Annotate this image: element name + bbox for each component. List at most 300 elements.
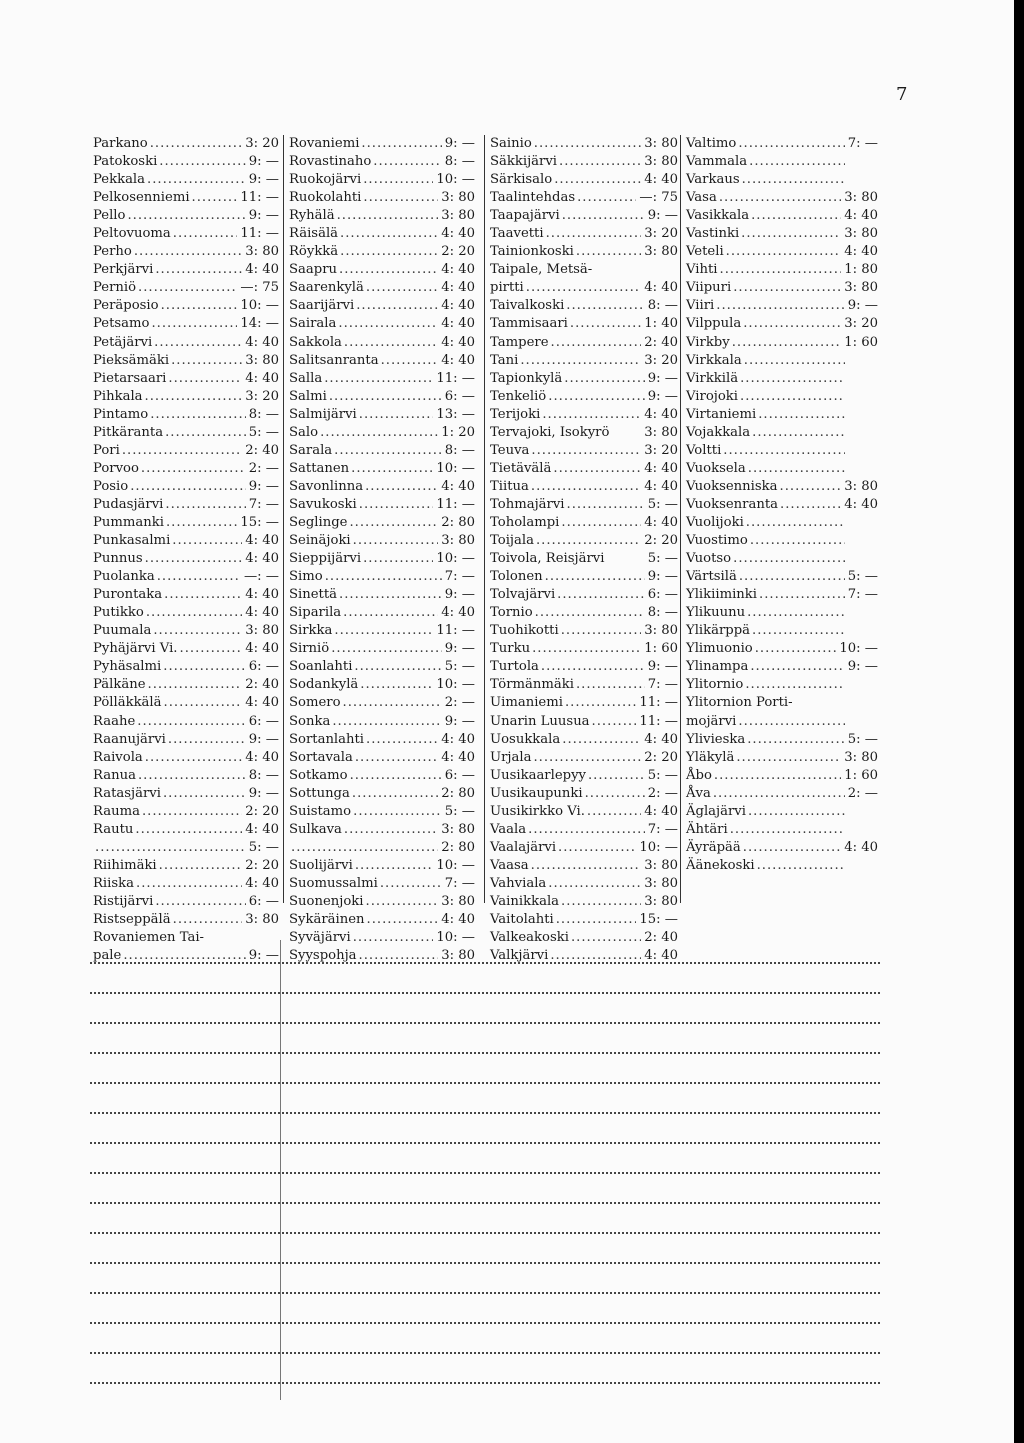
- place-value: 3: 80: [644, 875, 678, 891]
- leader-dots: [561, 514, 641, 532]
- place-value: 3: 80: [245, 244, 279, 260]
- place-entry: [686, 189, 878, 207]
- place-value: 9: —: [647, 208, 678, 224]
- place-entry: [289, 694, 475, 712]
- leader-dots: [587, 803, 641, 821]
- leader-dots: [166, 514, 237, 532]
- place-value: 3: 80: [844, 478, 878, 494]
- place-value: 11: —: [639, 713, 678, 729]
- leader-dots: [355, 857, 434, 875]
- place-value: 2: 80: [441, 839, 475, 855]
- place-entry: [686, 261, 878, 279]
- leader-dots: [577, 189, 636, 207]
- place-value: 8: —: [647, 605, 678, 621]
- blank-line: [90, 1030, 880, 1060]
- place-entry: [93, 279, 279, 297]
- place-name: Posio: [93, 478, 129, 494]
- leader-dots: [576, 243, 641, 261]
- leader-dots: [534, 135, 641, 153]
- place-name: Vuoksenniska: [686, 478, 778, 494]
- leader-dots: [343, 604, 438, 622]
- leader-dots: [340, 225, 438, 243]
- place-value: 4: 40: [844, 208, 878, 224]
- place-value: 4: 40: [644, 731, 678, 747]
- place-entry: [686, 297, 878, 315]
- leader-dots: [742, 171, 845, 189]
- leader-dots: [528, 821, 645, 839]
- leader-dots: [536, 532, 641, 550]
- leader-dots: [134, 243, 242, 261]
- place-name: Särkisalo: [490, 172, 553, 188]
- leader-dots: [363, 171, 433, 189]
- place-value: 10: —: [436, 677, 475, 693]
- place-name: Savukoski: [289, 496, 357, 512]
- place-name: Vaala: [490, 821, 527, 837]
- place-entry: [490, 442, 678, 460]
- place-name: Virkkilä: [686, 370, 739, 386]
- place-value: 3: 80: [644, 136, 678, 151]
- place-value: 4: 40: [441, 478, 475, 494]
- place-name: Pintamo: [93, 406, 149, 422]
- place-entry: [93, 731, 279, 749]
- place-value: 9: —: [248, 785, 279, 801]
- place-name: Suonenjoki: [289, 893, 364, 909]
- place-value: 9: —: [444, 713, 475, 729]
- leader-dots: [356, 297, 438, 315]
- place-value: 4: 40: [441, 316, 475, 332]
- place-entry: [686, 334, 878, 352]
- place-value: 9: —: [248, 154, 279, 170]
- place-entry: [93, 352, 279, 370]
- place-entry: [93, 604, 279, 622]
- place-name: Ylivieska: [686, 731, 746, 747]
- leader-dots: [141, 460, 246, 478]
- place-value: 7: —: [647, 677, 678, 693]
- leader-dots: [565, 694, 636, 712]
- leader-dots: [350, 767, 442, 785]
- place-name: Sakkola: [289, 334, 342, 350]
- blank-line: [90, 1240, 880, 1270]
- place-value: 9: —: [647, 569, 678, 585]
- place-name: Porvoo: [93, 460, 139, 476]
- leader-dots: [558, 839, 636, 857]
- place-name: Pitkäranta: [93, 424, 164, 440]
- leader-dots: [740, 388, 845, 406]
- place-value: 10: —: [436, 857, 475, 873]
- blank-line: [90, 1120, 880, 1150]
- place-entry: [686, 694, 878, 712]
- place-value: 9: —: [847, 659, 878, 675]
- leader-dots: [130, 478, 246, 496]
- place-name: Patokoski: [93, 154, 158, 170]
- place-entry: [93, 135, 279, 153]
- place-entry: [289, 352, 475, 370]
- column-4: [686, 135, 878, 875]
- place-name: Vaitolahti: [490, 912, 554, 928]
- place-name: Toholampi: [490, 514, 560, 530]
- place-entry: [686, 749, 878, 767]
- place-entry: [686, 370, 878, 388]
- place-entry: [289, 839, 475, 857]
- leader-dots: [151, 315, 237, 333]
- place-value: 1: 40: [644, 316, 678, 332]
- place-value: 9: —: [248, 208, 279, 224]
- place-value: 4: 40: [245, 749, 279, 765]
- place-name: Perho: [93, 244, 132, 260]
- place-entry: [93, 713, 279, 731]
- place-name: Rovastinaho: [289, 154, 372, 170]
- leader-dots: [720, 261, 842, 279]
- leader-dots: [750, 658, 844, 676]
- place-name: Viipuri: [686, 280, 732, 296]
- leader-dots: [749, 153, 845, 171]
- place-value: 3: 80: [644, 623, 678, 639]
- place-entry: [93, 749, 279, 767]
- place-entry: [686, 424, 878, 442]
- place-entry: [490, 767, 678, 785]
- place-value: 7: —: [847, 587, 878, 603]
- place-entry: [686, 821, 878, 839]
- leader-dots: [157, 568, 241, 586]
- leader-dots: [561, 622, 642, 640]
- leader-dots: [142, 803, 242, 821]
- leader-dots: [747, 604, 845, 622]
- leader-dots: [588, 767, 645, 785]
- leader-dots: [320, 424, 438, 442]
- place-name: Rovaniemen Tai-: [93, 930, 204, 946]
- place-name: Pelkosenniemi: [93, 190, 190, 206]
- place-value: 11: —: [436, 496, 475, 512]
- place-value: 4: 40: [441, 226, 475, 242]
- blank-line: [90, 940, 880, 970]
- place-entry: [686, 315, 878, 333]
- place-entry: [93, 676, 279, 694]
- place-value: 6: —: [248, 659, 279, 675]
- place-entry: [289, 767, 475, 785]
- place-value: 8: —: [647, 298, 678, 314]
- place-value: 9: —: [647, 370, 678, 386]
- place-value: 5: —: [647, 496, 678, 512]
- place-entry: [490, 478, 678, 496]
- leader-dots: [748, 803, 845, 821]
- leader-dots: [548, 388, 645, 406]
- place-name: Vuolijoki: [686, 514, 744, 530]
- place-name: Uusikaupunki: [490, 785, 583, 801]
- place-entry: [686, 785, 878, 803]
- leader-dots: [532, 640, 641, 658]
- leader-dots: [137, 713, 246, 731]
- place-value: 4: 40: [844, 839, 878, 855]
- leader-dots: [535, 604, 645, 622]
- place-entry: [93, 767, 279, 785]
- place-name: Saarijärvi: [289, 298, 355, 314]
- place-value: 7: —: [444, 569, 475, 585]
- place-entry: [490, 225, 678, 243]
- place-name: Peräposio: [93, 298, 159, 314]
- place-value: 3: 80: [245, 352, 279, 368]
- place-value: 2: 40: [644, 334, 678, 350]
- place-value: 3: 80: [245, 623, 279, 639]
- leader-dots: [147, 171, 246, 189]
- place-name: Punkasalmi: [93, 533, 171, 549]
- place-entry: [490, 622, 678, 640]
- leader-dots: [758, 406, 845, 424]
- place-entry: [289, 315, 475, 333]
- place-name: Ratasjärvi: [93, 785, 161, 801]
- leader-dots: [349, 514, 438, 532]
- place-entry: [490, 352, 678, 370]
- place-name: Pölläkkälä: [93, 695, 162, 711]
- place-name: Pälkäne: [93, 677, 146, 693]
- place-entry: [289, 514, 475, 532]
- place-name: Ylikärppä: [686, 623, 751, 639]
- column-1: [93, 135, 279, 965]
- place-value: 6: —: [248, 713, 279, 729]
- place-entry: [686, 713, 878, 731]
- place-entry: [93, 297, 279, 315]
- place-value: 6: —: [248, 893, 279, 909]
- leader-dots: [380, 875, 442, 893]
- place-entry: [490, 153, 678, 171]
- place-value: 10: —: [436, 460, 475, 476]
- place-name: Salla: [289, 370, 323, 386]
- place-value: 11: —: [240, 226, 279, 242]
- blank-line: [90, 1300, 880, 1330]
- place-name: Ylikuunu: [686, 605, 746, 621]
- place-entry: [289, 153, 475, 171]
- place-value: 7: —: [847, 136, 878, 151]
- place-name: Purontaka: [93, 587, 163, 603]
- place-value: 2: —: [248, 460, 279, 476]
- leader-dots: [150, 135, 242, 153]
- place-value: 4: 40: [441, 912, 475, 928]
- place-value: 3: 20: [245, 136, 279, 151]
- leader-dots: [365, 478, 438, 496]
- place-name: Salmijärvi: [289, 406, 357, 422]
- place-value: 11: —: [436, 370, 475, 386]
- place-entry: [289, 171, 475, 189]
- leader-dots: [566, 297, 644, 315]
- place-entry: [289, 893, 475, 911]
- place-name: Turku: [490, 641, 531, 657]
- leader-dots: [740, 370, 845, 388]
- place-name: Petsamo: [93, 316, 150, 332]
- leader-dots: [163, 785, 246, 803]
- leader-dots: [748, 460, 845, 478]
- place-value: 2: 40: [644, 930, 678, 946]
- leader-dots: [542, 406, 641, 424]
- place-name: Uusikaarlepyy: [490, 767, 586, 783]
- place-name: Taipale, Metsä-: [490, 262, 593, 278]
- leader-dots: [745, 676, 845, 694]
- place-name: Åva: [686, 785, 711, 801]
- place-name: Virkby: [686, 334, 730, 350]
- place-name: Petäjärvi: [93, 334, 153, 350]
- place-value: 4: 40: [844, 244, 878, 260]
- place-value: 5: —: [847, 569, 878, 585]
- place-name: Tani: [490, 352, 519, 368]
- place-value: 2: 20: [441, 244, 475, 260]
- place-name: Teuva: [490, 442, 530, 458]
- place-value: 4: 40: [844, 496, 878, 512]
- place-value: 6: —: [444, 767, 475, 783]
- place-name: Viiri: [686, 298, 715, 314]
- place-name: Ryhälä: [289, 208, 335, 224]
- place-name: Soanlahti: [289, 659, 353, 675]
- place-name: Vainikkala: [490, 893, 560, 909]
- place-entry: [490, 785, 678, 803]
- place-value: 3: 20: [644, 442, 678, 458]
- place-value: 1: 60: [844, 334, 878, 350]
- place-value: 10: —: [240, 298, 279, 314]
- leader-dots: [561, 893, 641, 911]
- place-value: 7: —: [248, 496, 279, 512]
- leader-dots: [343, 694, 442, 712]
- place-value: 2: 40: [245, 442, 279, 458]
- leader-dots: [353, 803, 442, 821]
- place-name: Urjala: [490, 749, 532, 765]
- place-name: Yläkylä: [686, 749, 735, 765]
- place-name: Sodankylä: [289, 677, 359, 693]
- place-name: Suistamo: [289, 803, 352, 819]
- place-value: 4: 40: [644, 460, 678, 476]
- place-name: Syväjärvi: [289, 930, 351, 946]
- place-value: 7: —: [444, 875, 475, 891]
- place-entry: [93, 550, 279, 568]
- place-name: Syyspohja: [289, 948, 357, 964]
- place-value: 13: —: [436, 406, 475, 422]
- place-name: Taavetti: [490, 226, 544, 242]
- leader-dots: [366, 731, 438, 749]
- place-value: 2: 20: [245, 857, 279, 873]
- place-entry: [490, 334, 678, 352]
- place-entry: [490, 460, 678, 478]
- place-name: Pori: [93, 442, 120, 458]
- place-value: 4: 40: [644, 478, 678, 494]
- place-value: 4: 40: [245, 875, 279, 891]
- leader-dots: [562, 207, 645, 225]
- place-entry: [93, 875, 279, 893]
- place-value: 3: 20: [844, 316, 878, 332]
- place-value: 5: —: [248, 839, 279, 855]
- place-value: 11: —: [436, 623, 475, 639]
- place-value: 3: 20: [245, 388, 279, 404]
- leader-dots: [339, 586, 442, 604]
- place-value: 4: 40: [441, 605, 475, 621]
- place-entry: [490, 189, 678, 207]
- place-value: 10: —: [839, 641, 878, 657]
- place-name: Rovaniemi: [289, 136, 360, 151]
- place-entry: [490, 857, 678, 875]
- place-value: 4: 40: [441, 334, 475, 350]
- place-name: Tiitua: [490, 478, 529, 494]
- column-divider-1: [283, 135, 284, 903]
- place-name: Ranua: [93, 767, 136, 783]
- place-entry: [490, 749, 678, 767]
- place-value: —: 75: [240, 280, 279, 296]
- place-entry: [686, 731, 878, 749]
- leader-dots: [359, 406, 434, 424]
- leader-dots: [744, 352, 845, 370]
- leader-dots: [355, 749, 438, 767]
- place-name: Puolanka: [93, 569, 155, 585]
- leader-dots: [173, 911, 243, 929]
- place-name: Värtsilä: [686, 569, 737, 585]
- place-value: 3: 80: [441, 190, 475, 206]
- place-entry: [289, 496, 475, 514]
- place-name: Vaasa: [490, 857, 529, 873]
- leader-dots: [353, 532, 439, 550]
- place-name: Veteli: [686, 244, 724, 260]
- place-name: Tervajoki, Isokyrö: [490, 424, 610, 440]
- leader-dots: [339, 261, 438, 279]
- place-name: Vasa: [686, 190, 717, 206]
- leader-dots: [138, 279, 237, 297]
- place-entry: [686, 857, 878, 875]
- leader-dots: [136, 875, 242, 893]
- leader-dots: [145, 550, 243, 568]
- place-name: Tammisaari: [490, 316, 568, 332]
- blank-line: [90, 1210, 880, 1240]
- place-entry: [289, 532, 475, 550]
- leader-dots: [570, 315, 641, 333]
- place-name: Sieppijärvi: [289, 551, 362, 567]
- place-entry: [686, 622, 878, 640]
- place-name: Simo: [289, 569, 323, 585]
- place-value: 9: —: [248, 731, 279, 747]
- place-value: 4: 40: [245, 587, 279, 603]
- place-entry: [289, 676, 475, 694]
- place-entry: [93, 785, 279, 803]
- place-entry: [686, 803, 878, 821]
- leader-dots: [531, 857, 642, 875]
- place-entry: [289, 189, 475, 207]
- blank-dotted-lines: [90, 940, 880, 1390]
- place-name: Ylinampa: [686, 659, 749, 675]
- leader-dots: [155, 893, 245, 911]
- place-name: Tuohikotti: [490, 623, 559, 639]
- place-value: 9: —: [444, 136, 475, 151]
- leader-dots: [150, 406, 246, 424]
- place-entry: [686, 135, 878, 153]
- leader-dots: [716, 297, 845, 315]
- place-name: Taalintehdas: [490, 190, 576, 206]
- place-name: Vastinki: [686, 226, 740, 242]
- place-name: Putikko: [93, 605, 144, 621]
- place-value: 3: 80: [644, 424, 678, 440]
- leader-dots: [325, 568, 442, 586]
- place-entry: [93, 911, 279, 929]
- place-value: 3: 80: [245, 912, 279, 928]
- place-value: 5: —: [444, 659, 475, 675]
- leader-dots: [714, 767, 841, 785]
- place-entry: [490, 279, 678, 297]
- place-entry: [289, 785, 475, 803]
- place-value: 3: 80: [844, 280, 878, 296]
- place-name: Äyräpää: [686, 839, 741, 855]
- place-name: Rauma: [93, 803, 140, 819]
- leader-dots: [171, 352, 242, 370]
- place-entry: [490, 911, 678, 929]
- place-entry: [686, 550, 878, 568]
- place-entry: [686, 658, 878, 676]
- blank-line: [90, 1060, 880, 1090]
- place-entry: [289, 243, 475, 261]
- place-value: 15: —: [240, 514, 279, 530]
- place-entry: [93, 424, 279, 442]
- place-name: Säkkijärvi: [490, 154, 558, 170]
- leader-dots: [155, 261, 242, 279]
